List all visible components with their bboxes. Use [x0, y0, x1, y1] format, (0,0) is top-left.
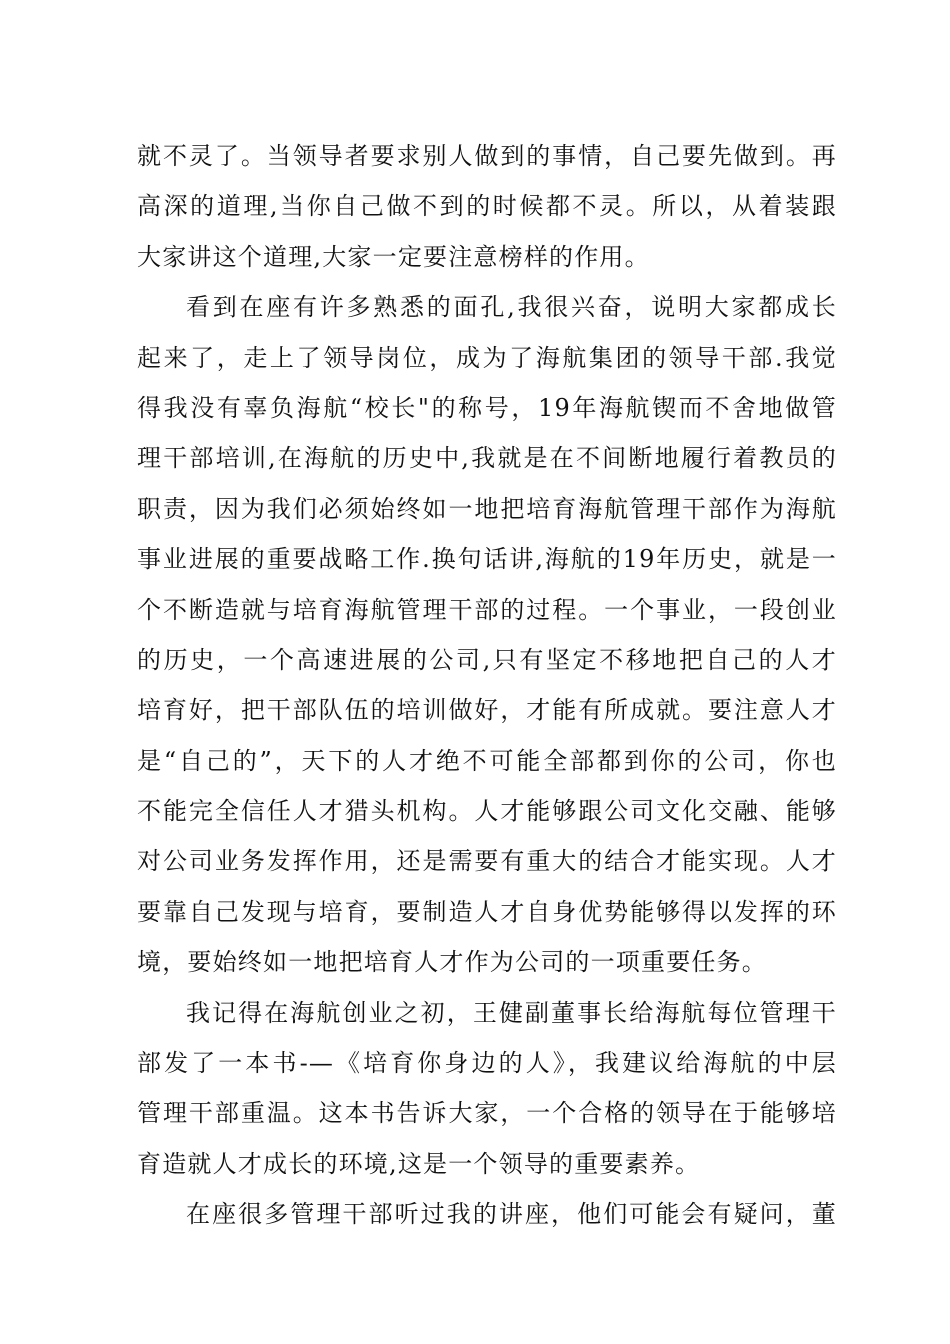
text-line: 就不灵了。当领导者要求别人做到的事情，自己要先做到。再: [137, 142, 837, 170]
text-line: 事业进展的重要战略工作.换句话讲,海航的19年历史，就是一: [137, 545, 837, 574]
text-line: 我记得在海航创业之初，王健副董事长给海航每位管理干: [186, 998, 837, 1027]
text-line: 个不断造就与培育海航管理干部的过程。一个事业，一段创业: [137, 595, 837, 624]
text-line: 理干部培训,在海航的历史中,我就是在不间断地履行着教员的: [137, 444, 837, 473]
text-line: 的历史，一个高速进展的公司,只有坚定不移地把自己的人才: [137, 645, 837, 674]
text-line: 部发了一本书-—《培育你身边的人》，我建议给海航的中层: [137, 1049, 837, 1078]
text-line: 职责，因为我们必须始终如一地把培育海航管理干部作为海航: [137, 494, 837, 523]
text-line: 培育好，把干部队伍的培训做好，才能有所成就。要注意人才: [137, 696, 837, 725]
text-line: 看到在座有许多熟悉的面孔,我很兴奋，说明大家都成长: [186, 293, 837, 322]
text-line: 管理干部重温。这本书告诉大家，一个合格的领导在于能够培: [137, 1099, 837, 1128]
text-line: 起来了，走上了领导岗位，成为了海航集团的领导干部.我觉: [137, 343, 837, 372]
text-line: 高深的道理,当你自己做不到的时候都不灵。所以，从着装跟: [137, 192, 837, 221]
text-line: 不能完全信任人才猎头机构。人才能够跟公司文化交融、能够: [137, 797, 837, 826]
text-line: 对公司业务发挥作用，还是需要有重大的结合才能实现。人才: [137, 847, 837, 876]
body-text: [137, 131, 837, 1240]
text-line: 境，要始终如一地把培育人才作为公司的一项重要任务。: [137, 948, 767, 977]
text-line: 要靠自己发现与培育，要制造人才自身优势能够得以发挥的环: [137, 897, 837, 926]
text-line: 大家讲这个道理,大家一定要注意榜样的作用。: [137, 242, 650, 271]
text-line: 得我没有辜负海航“校长"的称号，19年海航锲而不舍地做管: [137, 393, 837, 422]
text-line: 是“自己的”，天下的人才绝不可能全部都到你的公司，你也: [137, 746, 837, 775]
text-line: 在座很多管理干部听过我的讲座，他们可能会有疑问，董: [186, 1200, 837, 1229]
text-line: 育造就人才成长的环境,这是一个领导的重要素养。: [137, 1149, 701, 1178]
